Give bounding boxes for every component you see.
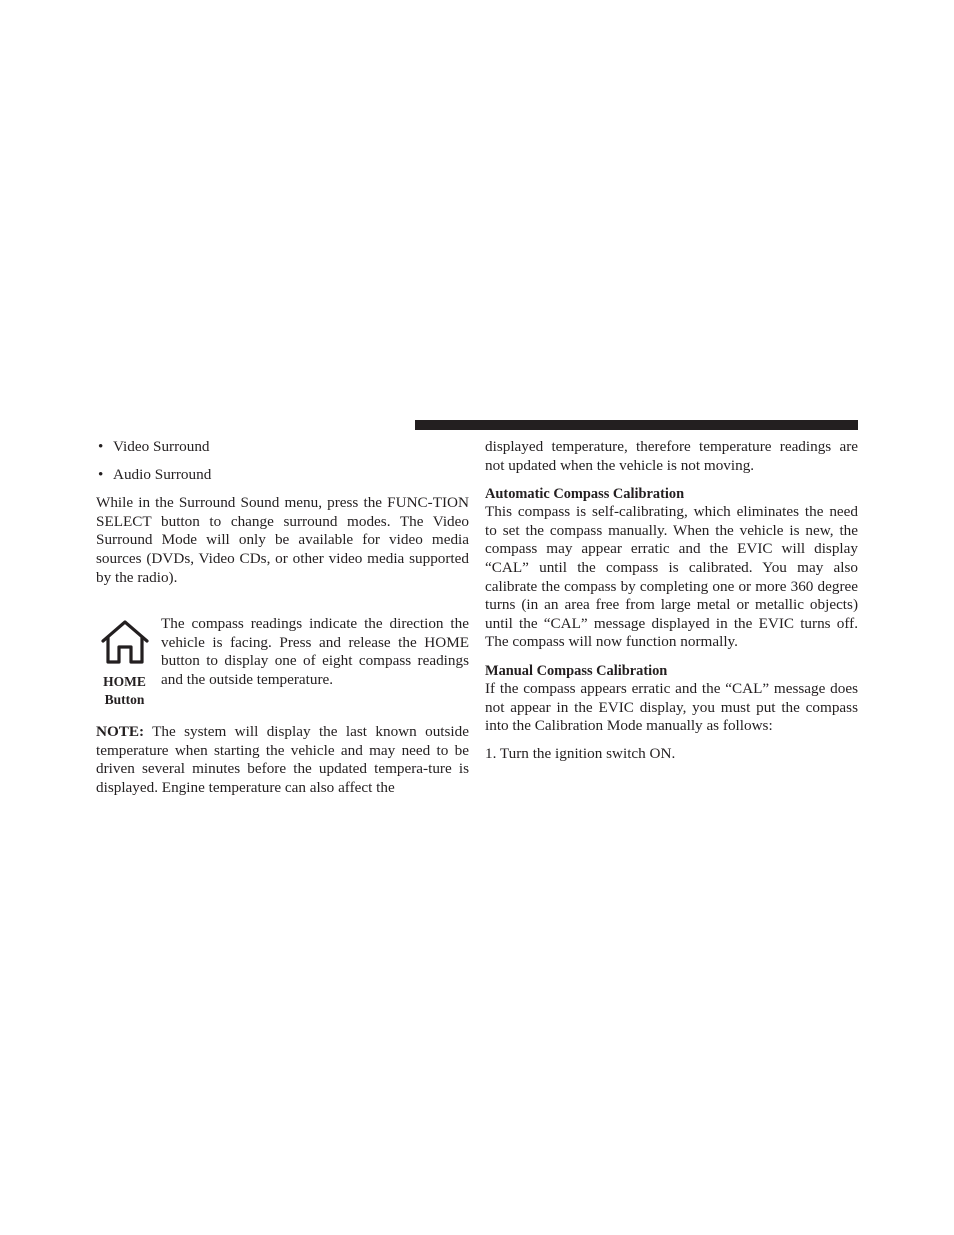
home-button-caption	[96, 673, 153, 709]
home-button-figure	[96, 619, 153, 709]
auto-calibration-heading: Automatic Compass Calibration	[485, 485, 685, 502]
surround-paragraph: While in the Surround Sound menu, press the FUNC-TION SELECT button to change surround modes. The Video Surround Mode will only be available for video media sources (DVDs, Video CDs, or other video media supported by the radio).	[96, 494, 469, 586]
manual-calibration-heading: Manual Compass Calibration	[485, 662, 668, 679]
home-button-section	[96, 615, 469, 707]
list-item	[96, 466, 469, 485]
bullet-text: Video Surround	[113, 438, 210, 455]
note-label: NOTE:	[96, 723, 145, 741]
step-1: 1. Turn the ignition switch ON.	[485, 745, 676, 763]
left-column	[96, 438, 469, 798]
bullet-icon: •	[98, 438, 104, 455]
section-header-rule	[415, 420, 858, 430]
home-caption-line1: HOME	[103, 674, 146, 690]
home-icon	[99, 619, 151, 665]
continuation-paragraph: displayed temperature, therefore temperature readings are not updated when the vehicle is not moving.	[485, 438, 858, 474]
right-column	[485, 438, 858, 764]
note-paragraph	[96, 723, 469, 797]
list-item	[96, 438, 469, 457]
bullet-icon: •	[98, 466, 104, 484]
bullet-text: Audio Surround	[113, 466, 212, 484]
auto-calibration-text: This compass is self-calibrating, which eliminates the need to set the compass manually. When the vehicle is new, the compass may appear erratic and the EVIC will display “CAL” until the compass is calibrated. You may also calibrate the compass by completing one or more 360 degree turns (in an area free from large metal or metallic objects) until the “CAL” message displayed in the EVIC turns off. The compass will now function normally.	[485, 503, 858, 651]
note-text: The system will display the last known outside temperature when starting the vehicle and may need to be driven several minutes before the updated tempera-ture is displayed. Engine temperature can also affect the	[96, 723, 469, 796]
home-caption-line2: Button	[104, 692, 145, 708]
home-button-description: The compass readings indicate the direction the vehicle is facing. Press and release the HOME button to display one of eight compass readings and the outside temperature.	[161, 615, 469, 688]
manual-calibration-text: If the compass appears erratic and the “CAL” message does not appear in the EVIC display, you must put the compass into the Calibration Mode manually as follows:	[485, 680, 858, 735]
